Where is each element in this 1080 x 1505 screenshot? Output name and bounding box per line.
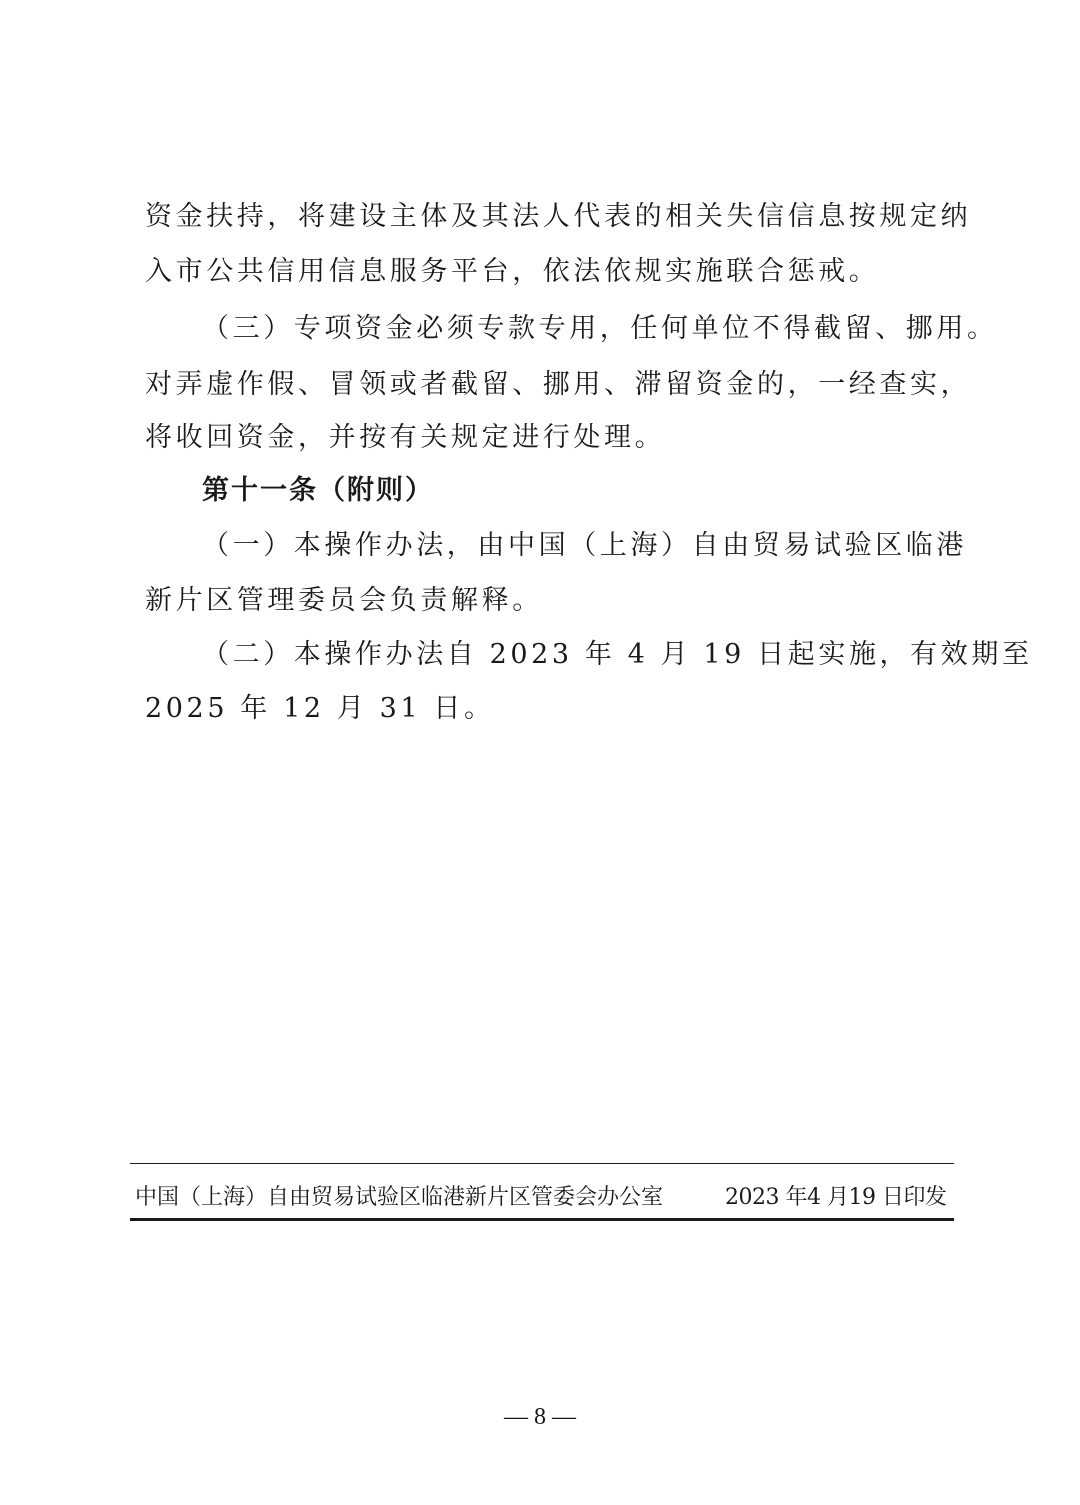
body-line: 对弄虚作假、冒领或者截留、挪用、滞留资金的，一经查实，: [145, 369, 972, 400]
footer-top-rule: [130, 1163, 954, 1164]
body-line: 将收回资金，并按有关规定进行处理。: [145, 422, 666, 453]
body-line: 入市公共信用信息服务平台，依法依规实施联合惩戒。: [145, 256, 880, 287]
body-line: 资金扶持，将建设主体及其法人代表的相关失信信息按规定纳: [145, 201, 972, 232]
footer-issuer: 中国（上海）自由贸易试验区临港新片区管委会办公室: [135, 1185, 664, 1210]
article-heading: 第十一条（附则）: [202, 475, 434, 506]
body-line: 新片区管理委员会负责解释。: [145, 585, 543, 616]
footer-bottom-rule: [130, 1218, 954, 1221]
body-line: （三）专项资金必须专款专用，任何单位不得截留、挪用。: [202, 313, 998, 344]
page-number: — 8 —: [504, 1404, 576, 1430]
footer-print-date: 2023 年4 月19 日印发: [725, 1185, 947, 1210]
body-line: 2025 年 12 月 31 日。: [145, 693, 495, 724]
body-line: （二）本操作办法自 2023 年 4 月 19 日起实施，有效期至: [202, 639, 1033, 670]
body-line: （一）本操作办法，由中国（上海）自由贸易试验区临港: [202, 530, 967, 561]
